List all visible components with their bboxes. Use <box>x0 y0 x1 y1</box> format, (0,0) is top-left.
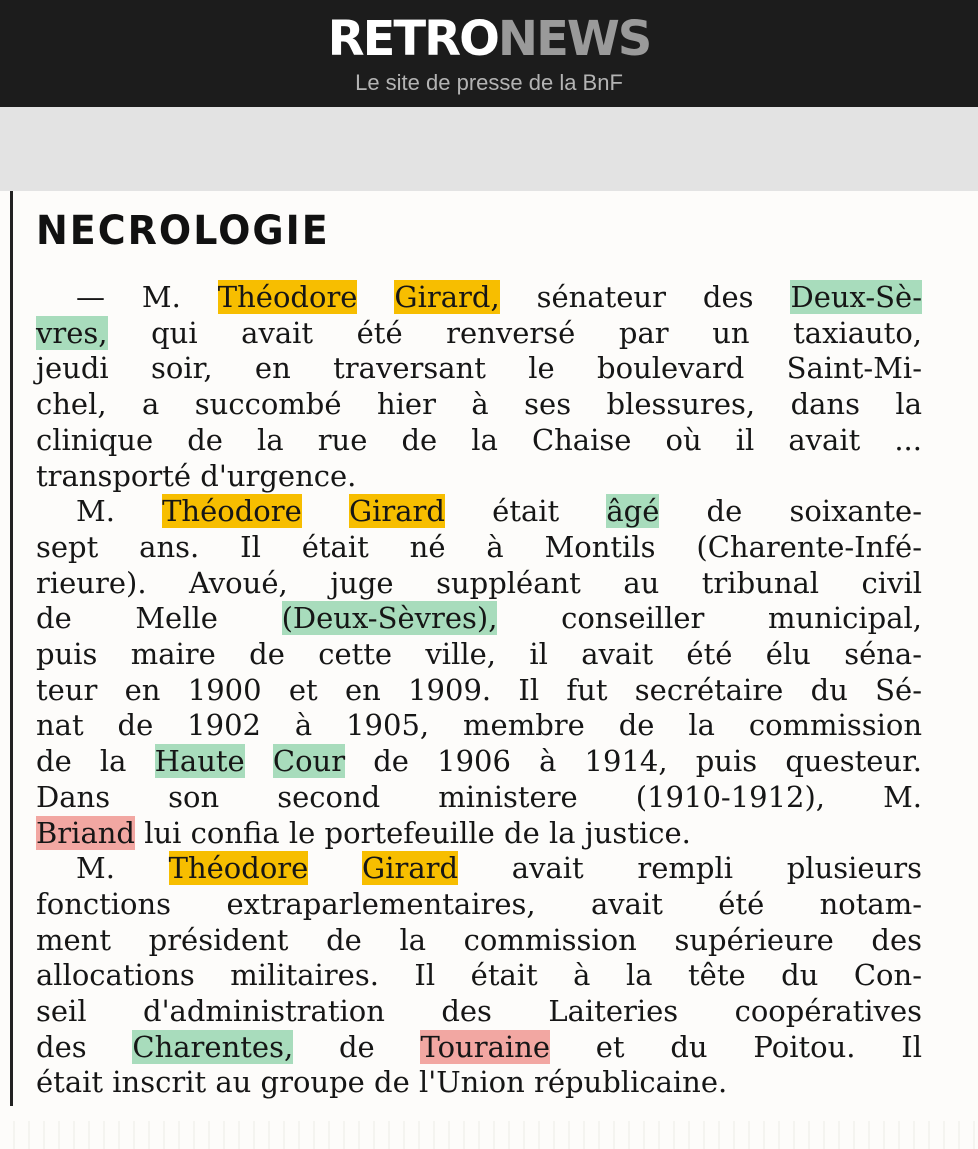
highlight-place[interactable]: Charentes, <box>132 1029 294 1064</box>
article-line <box>36 957 922 993</box>
text-run: lui confia le portefeuille de la justice. <box>134 815 691 850</box>
text-run: de soixante- <box>659 494 923 529</box>
text-run: — M. <box>76 280 218 314</box>
text-run <box>245 744 273 778</box>
text-run: fonctions extraparlementaires, avait été notam- <box>36 886 922 921</box>
text-run: était inscrit au groupe de l'Union républicaine. <box>36 1065 728 1100</box>
paper-texture <box>0 1121 978 1149</box>
highlight-entity[interactable]: Briand <box>36 815 135 850</box>
column-rule <box>10 191 13 1106</box>
highlight-person[interactable]: Girard, <box>394 280 500 314</box>
article-line <box>36 493 922 529</box>
highlight-place[interactable]: âgé <box>606 494 660 529</box>
text-run: et du Poitou. Il <box>549 1029 922 1064</box>
newspaper-clipping <box>0 191 978 1149</box>
highlight-person[interactable]: Théodore <box>168 851 309 886</box>
text-run: qui avait été renversé par un taxiauto, <box>107 315 922 350</box>
highlight-entity[interactable]: Touraine <box>420 1029 550 1064</box>
article-line <box>36 922 922 958</box>
text-run: teur en 1900 et en 1909. Il fut secrétaire du Sé- <box>36 672 922 707</box>
text-run: de Melle <box>36 601 282 636</box>
article-line <box>36 743 922 779</box>
article-line <box>36 386 922 422</box>
article-line <box>36 565 922 601</box>
article-line <box>36 350 922 386</box>
highlight-person[interactable]: Théodore <box>162 494 302 529</box>
article-heading: NECROLOGIE <box>36 207 330 254</box>
text-run: ment président de la commission supérieure des <box>36 922 922 957</box>
highlight-person[interactable]: Théodore <box>217 280 358 314</box>
text-run: M. <box>76 851 169 886</box>
text-run: de la <box>36 744 155 779</box>
highlight-place[interactable]: vres, <box>36 315 108 350</box>
text-run: allocations militaires. Il était à la tête du Con- <box>36 958 922 993</box>
article-line <box>36 993 922 1029</box>
text-run: chel, a succombé hier à ses blessures, dans la <box>36 387 922 422</box>
text-run: clinique de la rue de la Chaise où il avait ... <box>36 422 922 457</box>
text-run: sénateur des <box>499 280 791 314</box>
text-run: puis maire de cette ville, il avait été élu séna- <box>36 637 922 671</box>
article-line <box>36 815 922 851</box>
site-tagline: Le site de presse de la BnF <box>355 70 623 95</box>
logo-news: NEWS <box>497 11 651 67</box>
text-run <box>308 851 362 885</box>
text-run: conseiller municipal, <box>497 601 922 636</box>
article-line <box>36 600 922 636</box>
text-run <box>302 494 349 528</box>
source-bar <box>0 107 978 191</box>
retronews-logo[interactable] <box>0 10 978 68</box>
text-run: transporté d'urgence. <box>36 458 357 493</box>
text-run: de 1906 à 1914, puis questeur. <box>345 744 922 779</box>
article-line <box>36 672 922 708</box>
text-run: avait rempli plusieurs <box>458 851 922 886</box>
text-run: rieure). Avoué, juge suppléant au tribunal civil <box>36 565 922 600</box>
article-line <box>36 279 922 315</box>
article-line <box>36 850 922 886</box>
text-run <box>357 280 394 314</box>
text-run: Dans son second ministere (1910-1912), M. <box>36 779 922 814</box>
text-run: était <box>445 494 607 529</box>
article-line <box>36 886 922 922</box>
text-run: de <box>293 1029 421 1064</box>
highlight-place[interactable]: Deux-Sè- <box>790 280 922 314</box>
highlight-place[interactable]: Haute <box>154 744 245 779</box>
article-line <box>36 458 922 494</box>
article-line <box>36 707 922 743</box>
article-line <box>36 779 922 815</box>
highlight-place[interactable]: Cour <box>272 744 346 779</box>
text-run: des <box>36 1029 133 1064</box>
highlight-person[interactable]: Girard <box>348 494 445 529</box>
logo-retro: RETRO <box>327 11 498 67</box>
article-line <box>36 1064 922 1100</box>
article-line <box>36 1029 922 1065</box>
highlight-place[interactable]: (Deux-Sèvres), <box>281 601 498 636</box>
article-line <box>36 422 922 458</box>
text-run: sept ans. Il était né à Montils (Charente-Infé- <box>36 529 922 564</box>
article-line <box>36 529 922 565</box>
text-run: nat de 1902 à 1905, membre de la commission <box>36 708 922 743</box>
text-run: seil d'administration des Laiteries coopératives <box>36 994 922 1028</box>
highlight-person[interactable]: Girard <box>362 851 459 886</box>
text-run: M. <box>76 494 163 529</box>
article-line <box>36 315 922 351</box>
text-run: jeudi soir, en traversant le boulevard Saint-Mi- <box>36 351 922 386</box>
site-header <box>0 0 978 107</box>
article-line <box>36 636 922 672</box>
